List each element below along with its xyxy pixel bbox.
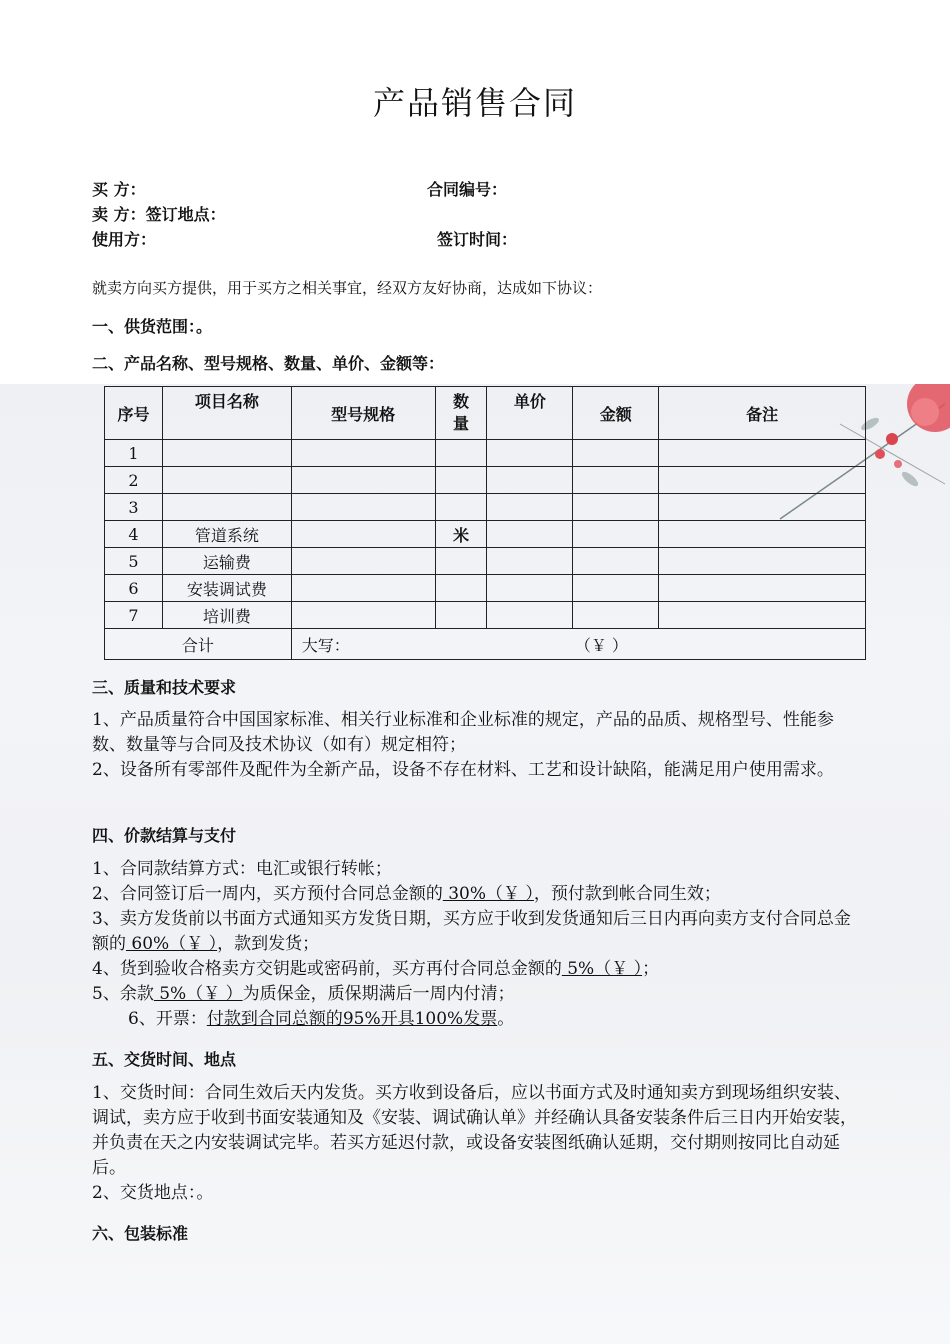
row-number: 1	[105, 440, 163, 467]
section-1-heading: 一、供货范围：。	[92, 317, 213, 336]
row-name: 培训费	[162, 602, 291, 629]
payment-line-2	[92, 882, 867, 907]
row-qty	[435, 548, 487, 575]
total-amount: （￥ ）	[574, 635, 628, 655]
row-number: 7	[105, 602, 163, 629]
header-cell: 单价	[487, 387, 573, 440]
buyer-label: 买 方：	[92, 180, 146, 199]
payment-blank: 5%（￥ ）	[561, 959, 643, 979]
header-cell: 型号规格	[291, 387, 435, 440]
document-title: 产品销售合同	[372, 84, 577, 122]
table-row	[105, 494, 866, 521]
intro-text: 就卖方向买方提供，用于买方之相关事宜，经双方友好协商，达成如下协议：	[92, 279, 603, 297]
header-cell	[435, 387, 487, 440]
section-5-body	[92, 1081, 867, 1206]
user-label: 使用方：	[92, 230, 157, 249]
quality-item: 2、设备所有零部件及配件为全新产品，设备不存在材料、工艺和设计缺陷，能满足用户使用需求。	[92, 760, 834, 780]
table-row	[105, 548, 866, 575]
payment-text: 3、卖方发货前以书面方式通知买方发货日期，买方应于收到发货通知后三日内再向卖方支付合同总金额的	[92, 909, 851, 954]
row-qty	[435, 494, 487, 521]
table-row	[105, 575, 866, 602]
row-number: 4	[105, 521, 163, 548]
delivery-place: 2、交货地点：。	[92, 1183, 214, 1203]
row-qty	[435, 575, 487, 602]
quality-item: 1、产品质量符合中国国家标准、相关行业标准和企业标准的规定，产品的品质、规格型号、性能参数、数量等与合同及技术协议（如有）规定相符；	[92, 710, 834, 755]
row-name: 运输费	[162, 548, 291, 575]
delivery-time: 1、交货时间：合同生效后天内发货。买方收到设备后，应以书面方式及时通知卖方到现场组织安装、调试，卖方应于收到书面安装通知及《安装、调试确认单》并经确认具备安装条件后三日内开始安装，并负责在天之内安装调试完毕。若买方延迟付款，或设备安装图纸确认延期，交付期则按同比自动延后。	[92, 1083, 857, 1178]
section-4-body	[92, 857, 867, 1032]
payment-line-1: 1、合同款结算方式：电汇或银行转帐；	[92, 859, 392, 879]
row-number: 2	[105, 467, 163, 494]
payment-text: 6、开票：	[128, 1009, 207, 1029]
section-3-body	[92, 708, 867, 783]
payment-line-6	[92, 1007, 867, 1032]
payment-line-3	[92, 907, 867, 957]
sign-time-label: 签订时间：	[437, 230, 518, 249]
payment-text: 。	[497, 1009, 515, 1029]
table-row	[105, 521, 866, 548]
header-cell: 项目名称	[162, 387, 291, 440]
row-qty	[435, 467, 487, 494]
row-name	[162, 440, 291, 467]
header-cell: 备注	[659, 387, 866, 440]
section-6-heading: 六、包装标准	[92, 1224, 189, 1243]
row-name: 管道系统	[162, 521, 291, 548]
total-cell	[291, 629, 865, 660]
payment-blank: 30%（￥ ）	[442, 884, 534, 904]
row-number: 5	[105, 548, 163, 575]
row-number: 3	[105, 494, 163, 521]
payment-text: 为质保金，质保期满后一周内付清；	[242, 984, 515, 1004]
payment-blank: 5%（￥ ）	[153, 984, 243, 1004]
header-cell-text: 数量	[452, 392, 469, 433]
payment-text: 4、货到验收合格卖方交钥匙或密码前，买方再付合同总金额的	[92, 959, 562, 979]
row-qty	[435, 440, 487, 467]
payment-text: ，款到发货；	[217, 934, 320, 954]
total-label: 合计	[105, 629, 292, 660]
seller-label: 卖 方：签订地点：	[92, 205, 226, 224]
payment-blank: 60%（￥ ）	[126, 934, 218, 954]
payment-text: ；	[642, 959, 660, 979]
table-row	[105, 467, 866, 494]
goods-table	[104, 386, 866, 660]
payment-text: ，预付款到帐合同生效；	[533, 884, 721, 904]
invoice-terms: 付款到合同总额的95%开具100%发票	[206, 1009, 498, 1029]
row-number: 6	[105, 575, 163, 602]
section-3-heading: 三、质量和技术要求	[92, 678, 237, 697]
table-row	[105, 602, 866, 629]
header-cell: 金额	[573, 387, 659, 440]
contract-no-label: 合同编号：	[427, 180, 508, 199]
payment-line-4	[92, 957, 867, 982]
table-header-row	[105, 387, 866, 440]
table-row	[105, 440, 866, 467]
row-qty	[435, 602, 487, 629]
row-qty: 米	[435, 521, 487, 548]
row-name	[162, 467, 291, 494]
row-name: 安装调试费	[162, 575, 291, 602]
payment-text: 2、合同签订后一周内，买方预付合同总金额的	[92, 884, 443, 904]
payment-text: 5、余款	[92, 984, 154, 1004]
header-cell: 序号	[105, 387, 163, 440]
table-total-row	[105, 629, 866, 660]
section-5-heading: 五、交货时间、地点	[92, 1050, 237, 1069]
total-text: 大写：	[301, 635, 350, 655]
row-name	[162, 494, 291, 521]
section-4-heading: 四、价款结算与支付	[92, 826, 237, 845]
section-2-heading: 二、产品名称、型号规格、数量、单价、金额等：	[92, 354, 445, 373]
payment-line-5	[92, 982, 867, 1007]
